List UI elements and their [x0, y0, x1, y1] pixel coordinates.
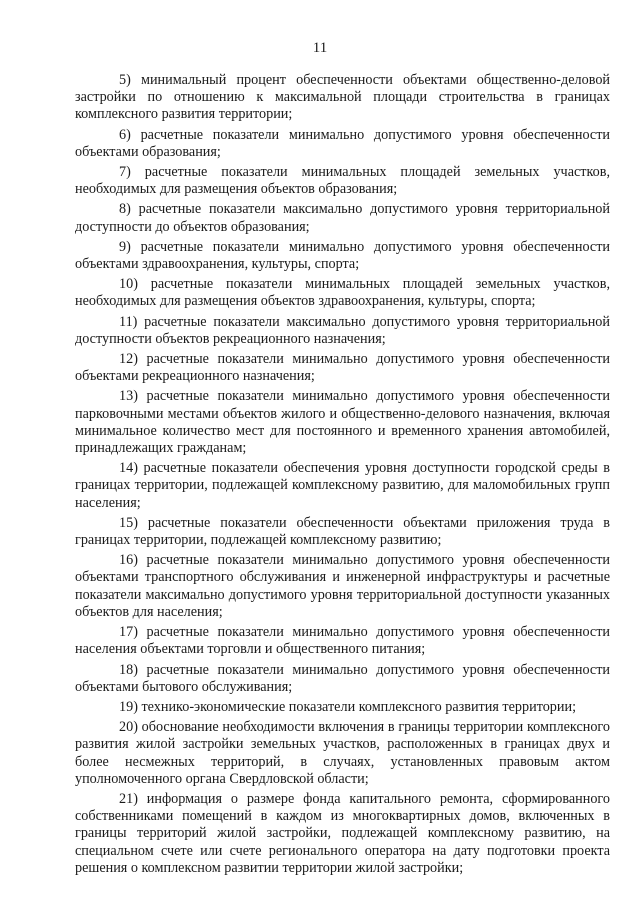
- list-item: 10) расчетные показатели минимальных площадей земельных участков, необходимых для размещения объектов здравоохранения, культуры, спорта;: [75, 276, 610, 310]
- list-item: 6) расчетные показатели минимально допустимого уровня обеспеченности объектами образования;: [75, 126, 610, 160]
- list-item: 9) расчетные показатели минимально допустимого уровня обеспеченности объектами здравоохранения, культуры, спорта;: [75, 238, 610, 273]
- list-item: 8) расчетные показатели максимально допустимого уровня территориальной доступности до объектов образования;: [75, 201, 610, 235]
- list-item: 11) расчетные показатели максимально допустимого уровня территориальной доступности объектов рекреационного назначения;: [75, 313, 610, 347]
- list-item: 17) расчетные показатели минимально допустимого уровня обеспеченности населения объектами торговли и общественного питания;: [75, 624, 610, 658]
- list-item: 7) расчетные показатели минимальных площадей земельных участков, необходимых для размещения объектов образования;: [75, 164, 610, 198]
- list-item: 14) расчетные показатели обеспечения уровня доступности городской среды в границах территории, подлежащей комплексному развитию, для маломобильных групп населения;: [75, 460, 610, 511]
- list-item: 15) расчетные показатели обеспеченности объектами приложения труда в границах территории, подлежащей комплексному развитию;: [75, 514, 610, 549]
- list-item: 21) информация о размере фонда капитального ремонта, сформированного собственниками помещений в каждом из многоквартирных домов, включенных в границы территорий жилой застройки, подлежащей комплексному развитию, на специальном счете или счете регионального оператора на дату подготовки проекта решения о комплексном развитии территории жилой застройки;: [75, 790, 610, 876]
- list-item: 16) расчетные показатели минимально допустимого уровня обеспеченности объектами транспортного обслуживания и инженерной инфраструктуры и расчетные показатели максимально допустимого уровня территориальной доступности указанных объектов для населения;: [75, 552, 610, 620]
- list-item: 20) обоснование необходимости включения в границы территории комплексного развития жилой застройки земельных участков, расположенных в границах двух и более несмежных территорий, в случаях, установленных правовым актом уполномоченного органа Свердловской области;: [75, 719, 610, 787]
- list-item: 12) расчетные показатели минимально допустимого уровня обеспеченности объектами рекреационного назначения;: [75, 351, 610, 385]
- list-item: 18) расчетные показатели минимально допустимого уровня обеспеченности объектами бытового обслуживания;: [75, 661, 610, 695]
- list-item: 5) минимальный процент обеспеченности объектами общественно-деловой застройки по отношению к максимальной площади строительства в границах комплексного развития территории;: [75, 72, 610, 123]
- page-number: 11: [312, 40, 328, 56]
- document-body: [75, 72, 610, 880]
- list-item: 13) расчетные показатели минимально допустимого уровня обеспеченности парковочными местами объектов жилого и общественно-делового назначения, включая минимальное количество мест для постоянного и временного хранения автомобилей, принадлежащих гражданам;: [75, 388, 610, 457]
- list-item: 19) технико-экономические показатели комплексного развития территории;: [119, 698, 577, 715]
